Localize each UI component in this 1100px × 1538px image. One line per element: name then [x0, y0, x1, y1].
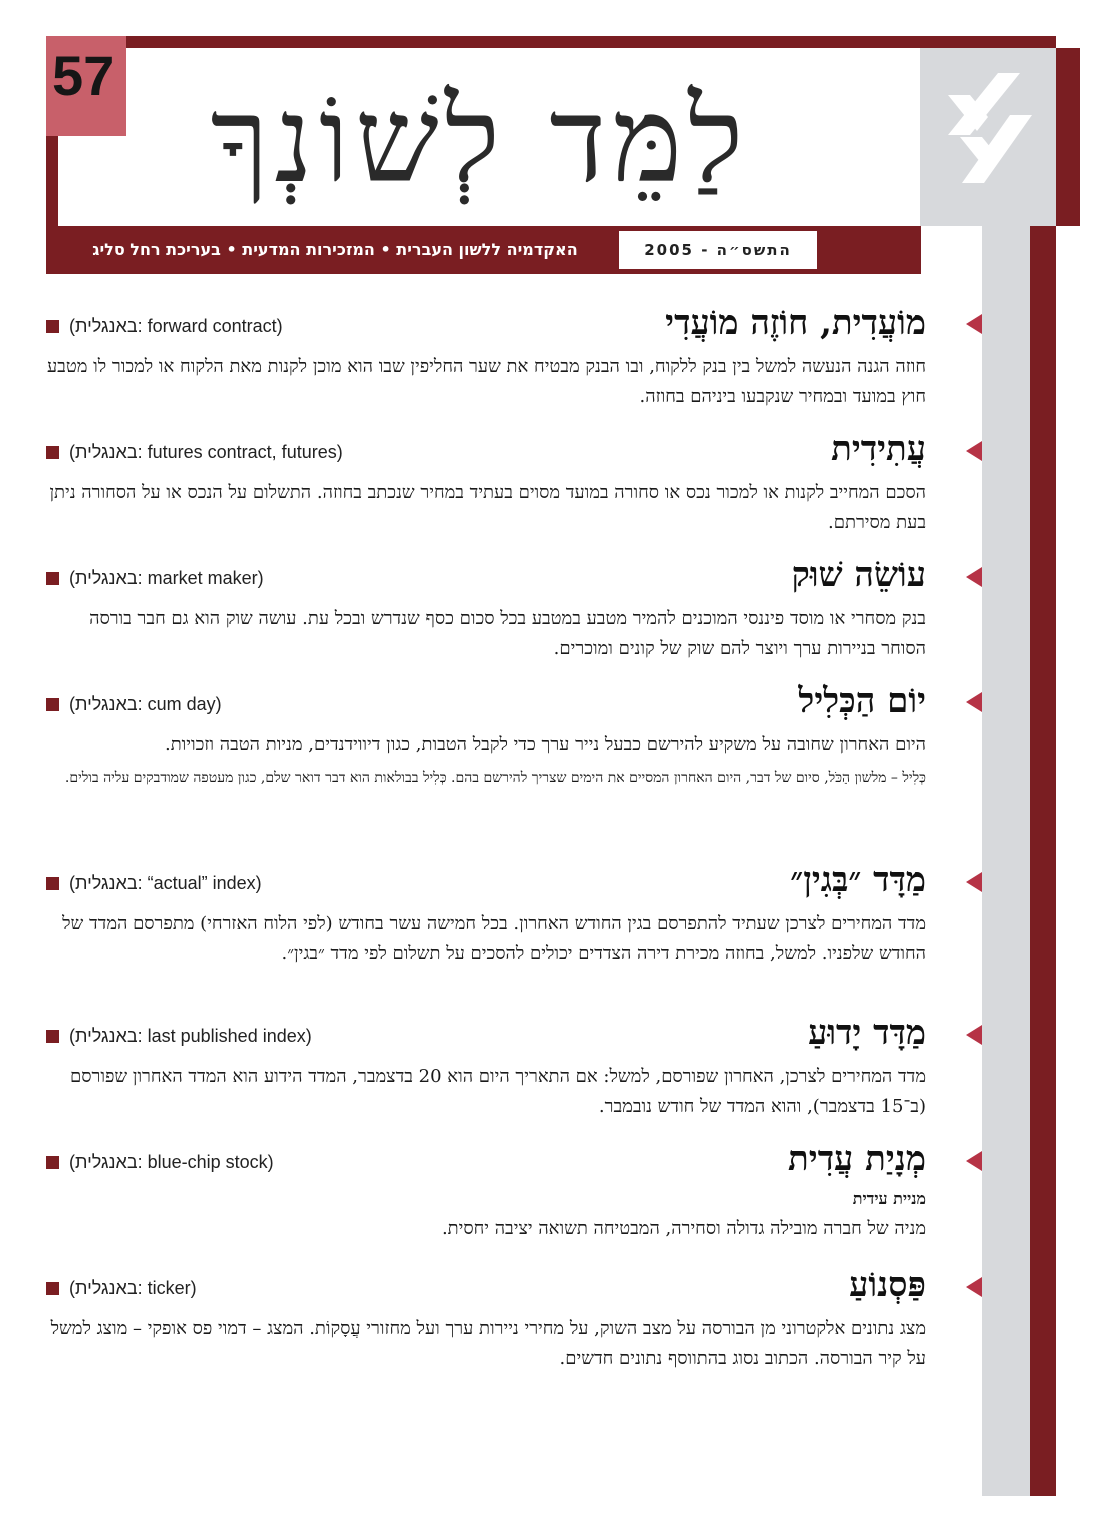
- entry-definition: היום האחרון שחובה על משקיע להירשם כבעל נייר ערך כדי לקבל הטבות, כגון דיווידנדים, מניות הטבה וזכויות.: [164, 734, 926, 755]
- entry-marker-icon: [966, 1025, 982, 1045]
- side-strip-red: [1030, 226, 1056, 1496]
- entry-english: [46, 440, 343, 464]
- entry-term: עֲתִידִית: [831, 429, 926, 469]
- entry-definition: מדד המחירים לצרכן, האחרון שפורסם, למשל: אם התאריך היום הוא 20 בדצמבר, המדד הידוע הוא המדד האחרון שפורסם (ב־15 בדצמבר), והוא המדד של חודש נובמבר.: [70, 1066, 926, 1117]
- square-bullet-icon: [46, 572, 59, 585]
- header-frame-top: [46, 36, 1056, 48]
- entry-english: [46, 871, 262, 895]
- entry-term: מוֹעֲדִית, חוֹזֶה מוֹעֲדִי: [665, 303, 926, 343]
- entry-english-text: (באנגלית: blue-chip stock): [69, 1152, 274, 1172]
- glossary-entry: [46, 1262, 926, 1374]
- entry-english: [46, 1150, 274, 1174]
- entry-note: כְּלִיל – מלשון הַכֹּל, סיום של דבר, היום האחרון המסיים את הימים שצריך להירשם בהם. כְּלִיל בבולאות הוא דבר דואר שלם, כגון מעטפה שמודבקים עליה בולים.: [64, 770, 926, 786]
- entry-english-text: (באנגלית: forward contract): [69, 316, 283, 336]
- square-bullet-icon: [46, 877, 59, 890]
- square-bullet-icon: [46, 698, 59, 711]
- entry-marker-icon: [966, 872, 982, 892]
- entry-english-text: (באנגלית: “actual” index): [69, 873, 262, 893]
- header-bar-text: האקדמיה ללשון העברית • המזכירות המדעית • בעריכת רחל סליג: [92, 240, 578, 259]
- entry-english-text: (באנגלית: market maker): [69, 568, 264, 588]
- entry-term: עוֹשֵׂה שׁוּק: [791, 555, 926, 595]
- glossary-entry: [46, 857, 926, 969]
- entry-term: מַדָּד יָדוּעַ: [808, 1013, 926, 1053]
- entry-english: [46, 566, 264, 590]
- entry-marker-icon: [966, 567, 982, 587]
- glossary-entry: [46, 1136, 926, 1244]
- entry-definition: מצג נתונים אלקטרוני מן הבורסה על מצב השוק, על מחירי ניירות ערך ועל מחזורי עֲסָקוֹת. המצג – דמוי פס אופקי – מוצג למשל על קיר הבורסה. הכתוב נסוג בהתווסף נתונים חדשים.: [50, 1318, 926, 1369]
- side-panel-red: [1056, 48, 1080, 226]
- issue-number-box: [46, 36, 126, 136]
- academy-logo-icon: [940, 65, 1040, 195]
- side-strip-grey: [982, 226, 1030, 1496]
- entry-english-text: (באנגלית: cum day): [69, 694, 222, 714]
- entry-term: מְנָיַת עֲדִית: [788, 1139, 926, 1179]
- year-label: התשס״ה - 2005: [618, 230, 818, 270]
- entry-term: מַדָּד ״בְּגִין״: [790, 860, 926, 900]
- glossary-entry: [46, 300, 926, 412]
- entry-definition: מניה של חברה מובילה גדולה וסחירה, המבטיחה תשואה יציבה יחסית.: [441, 1218, 926, 1239]
- issue-number: 57: [52, 44, 115, 107]
- entry-english-text: (באנגלית: ticker): [69, 1278, 197, 1298]
- entry-marker-icon: [966, 692, 982, 712]
- entry-marker-icon: [966, 1277, 982, 1297]
- publication-title: לַמֵּד לְשׁוֹנְךָ: [210, 71, 750, 209]
- square-bullet-icon: [46, 1156, 59, 1169]
- entry-definition: חוזה הגנה הנעשה למשל בין בנק ללקוח, ובו הבנק מבטיח את שער החליפין שבו הוא מוכן לקנות מאת הלקוח או למכור לו מטבע חוץ במועד ובמחיר שנקבעו ביניהם בחוזה.: [47, 356, 926, 407]
- entry-english: [46, 692, 222, 716]
- entry-definition: הסכם המחייב לקנות או למכור נכס או סחורה במועד מסוים בעתיד במחיר שנכתב בחוזה. התשלום על הנכס או על הסחורה ניתן בעת מסירתם.: [49, 482, 926, 533]
- entry-marker-icon: [966, 441, 982, 461]
- square-bullet-icon: [46, 1282, 59, 1295]
- square-bullet-icon: [46, 1030, 59, 1043]
- entry-term: פַּסְנוֹעַ: [849, 1265, 926, 1305]
- entry-subtitle: מניית עידית: [852, 1189, 926, 1208]
- glossary-entry: [46, 552, 926, 664]
- entry-english: [46, 1024, 312, 1048]
- entry-english-text: (באנגלית: last published index): [69, 1026, 312, 1046]
- entry-english-text: (באנגלית: futures contract, futures): [69, 442, 343, 462]
- entry-definition: מדד המחירים לצרכן שעתיד להתפרסם בגין החודש האחרון. בכל חמישה עשר בחודש (לפי הלוח האזרחי) מתפרסם המדד של החודש שלפניו. למשל, בחוזה מכירת דירה הצדדים יכולים להסכים על תשלום לפי מדד ״בגין״.: [62, 913, 926, 964]
- glossary-entry: [46, 1010, 926, 1122]
- entry-marker-icon: [966, 1151, 982, 1171]
- glossary-entry: [46, 678, 926, 790]
- entry-marker-icon: [966, 314, 982, 334]
- square-bullet-icon: [46, 320, 59, 333]
- entry-definition: בנק מסחרי או מוסד פיננסי המוכנים להמיר מטבע במטבע בכל סכום כסף שנדרש ובכל עת. עושה שוק הוא גם חבר בורסה הסוחר בניירות ערך ויוצר להם שוק של קונים ומוכרים.: [89, 608, 926, 659]
- entry-english: [46, 1276, 197, 1300]
- entry-term: יוֹם הַכְּלִיל: [798, 681, 926, 721]
- glossary-entry: [46, 426, 926, 538]
- entry-english: [46, 314, 283, 338]
- square-bullet-icon: [46, 446, 59, 459]
